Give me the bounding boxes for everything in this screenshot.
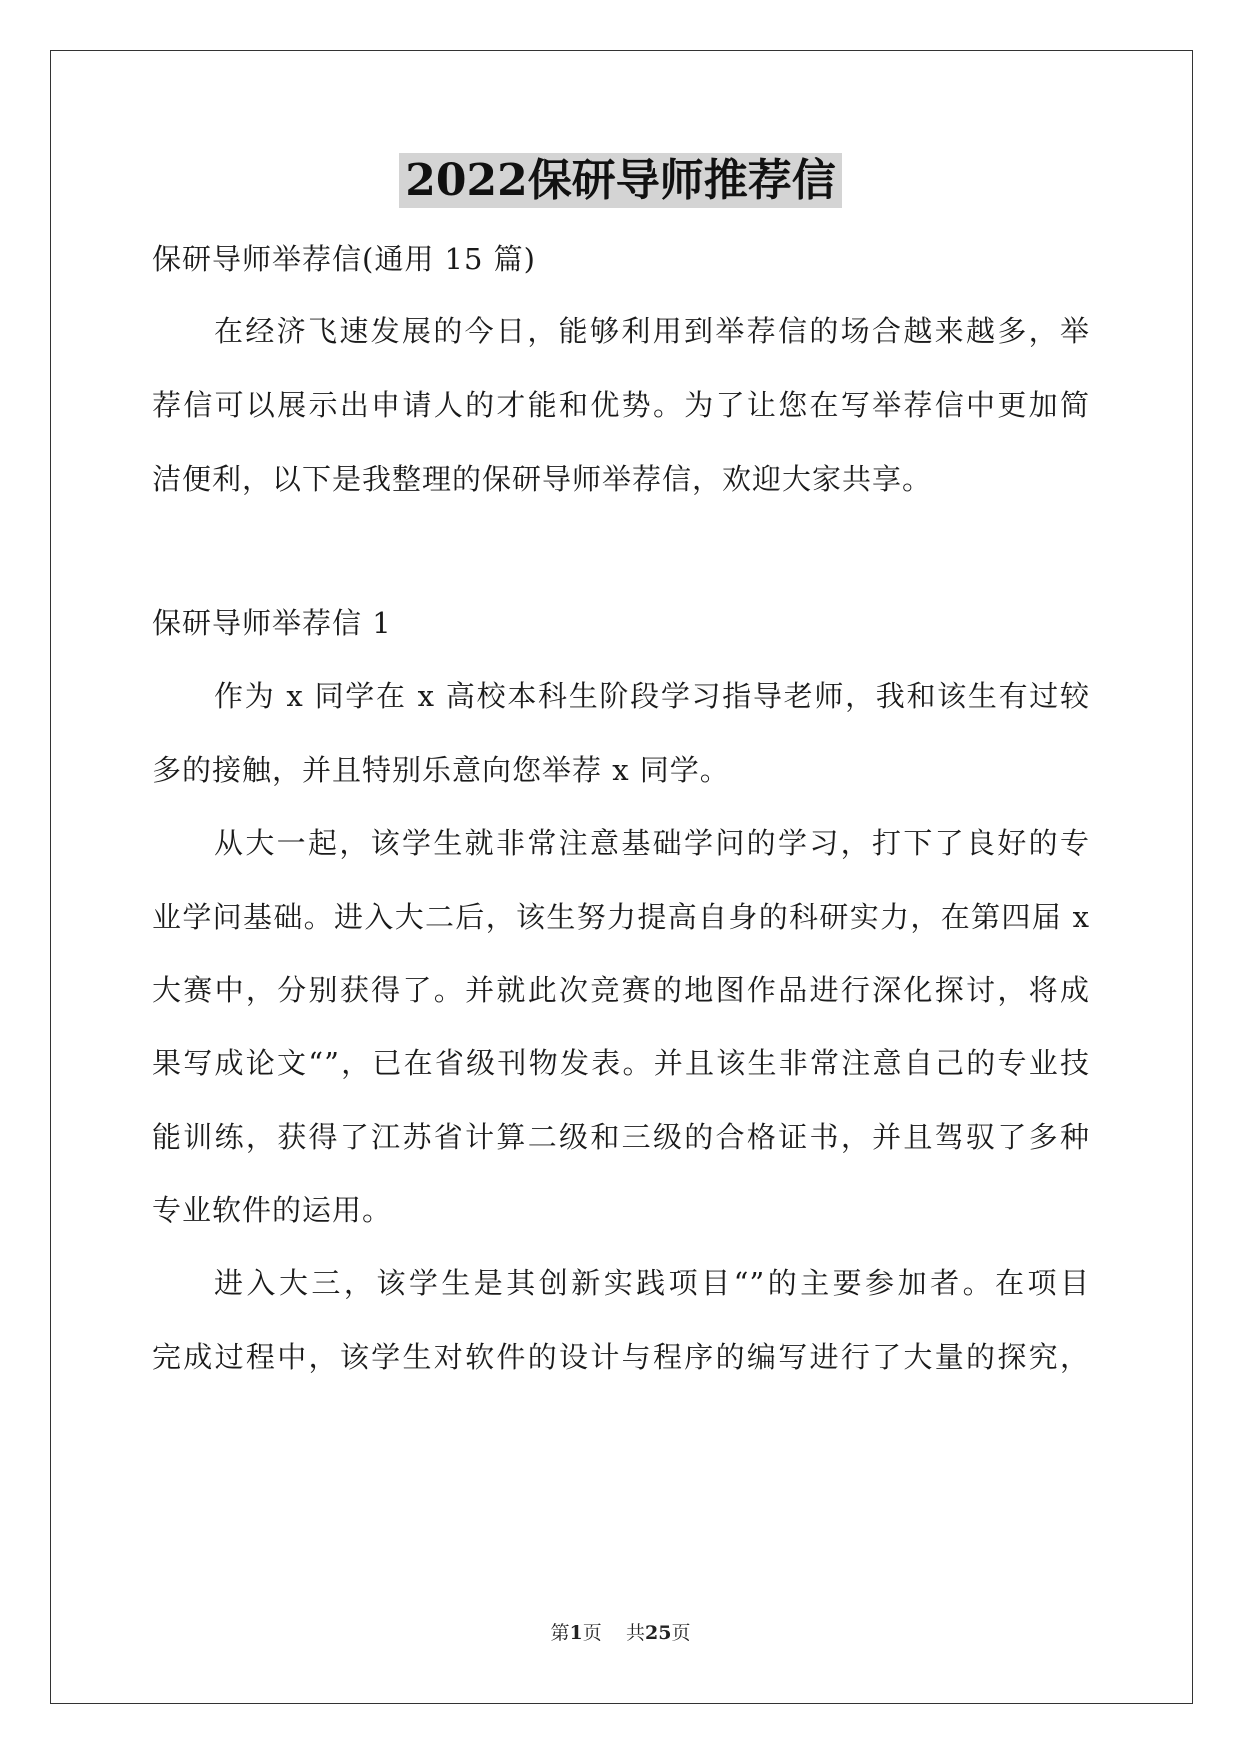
page-prefix: 第: [550, 1622, 570, 1644]
page-footer: [0, 1620, 1241, 1646]
subtitle-line: 保研导师举荐信(通用 15 篇): [152, 242, 536, 276]
paragraph-line: 多的接触，并且特别乐意向您举荐 x 同学。: [152, 753, 730, 787]
title-text: 2022保研导师推荐信: [399, 153, 841, 208]
total-suffix: 页: [671, 1622, 691, 1644]
paragraph-line: 进入大三，该学生是其创新实践项目“”的主要参加者。在项目: [214, 1266, 1090, 1300]
section-heading: 保研导师举荐信 1: [152, 606, 392, 640]
paragraph-line: 洁便利，以下是我整理的保研导师举荐信，欢迎大家共享。: [152, 462, 933, 496]
page-suffix: 页: [582, 1622, 602, 1644]
paragraph-line: 专业软件的运用。: [152, 1193, 393, 1227]
total-prefix: 共: [625, 1622, 645, 1644]
page-border: [50, 50, 1193, 1704]
paragraph-line: 在经济飞速发展的今日，能够利用到举荐信的场合越来越多，举: [214, 314, 1090, 348]
paragraph-line: 大赛中，分别获得了。并就此次竞赛的地图作品进行深化探讨，将成: [152, 973, 1090, 1007]
paragraph-line: 业学问基础。进入大二后，该生努力提高自身的科研实力，在第四届 x: [152, 900, 1090, 934]
paragraph-line: 从大一起，该学生就非常注意基础学问的学习，打下了良好的专: [214, 826, 1090, 860]
page-total: 25: [644, 1622, 672, 1644]
paragraph-line: 作为 x 同学在 x 高校本科生阶段学习指导老师，我和该生有过较: [214, 679, 1090, 713]
paragraph-line: 果写成论文“”，已在省级刊物发表。并且该生非常注意自己的专业技: [152, 1046, 1090, 1080]
document-title: [0, 152, 1241, 210]
paragraph-line: 完成过程中，该学生对软件的设计与程序的编写进行了大量的探究，: [152, 1340, 1090, 1374]
paragraph-line: 荐信可以展示出申请人的才能和优势。为了让您在写举荐信中更加简: [152, 388, 1090, 422]
paragraph-line: 能训练，获得了江苏省计算二级和三级的合格证书，并且驾驭了多种: [152, 1120, 1090, 1154]
page-current: 1: [569, 1622, 583, 1644]
